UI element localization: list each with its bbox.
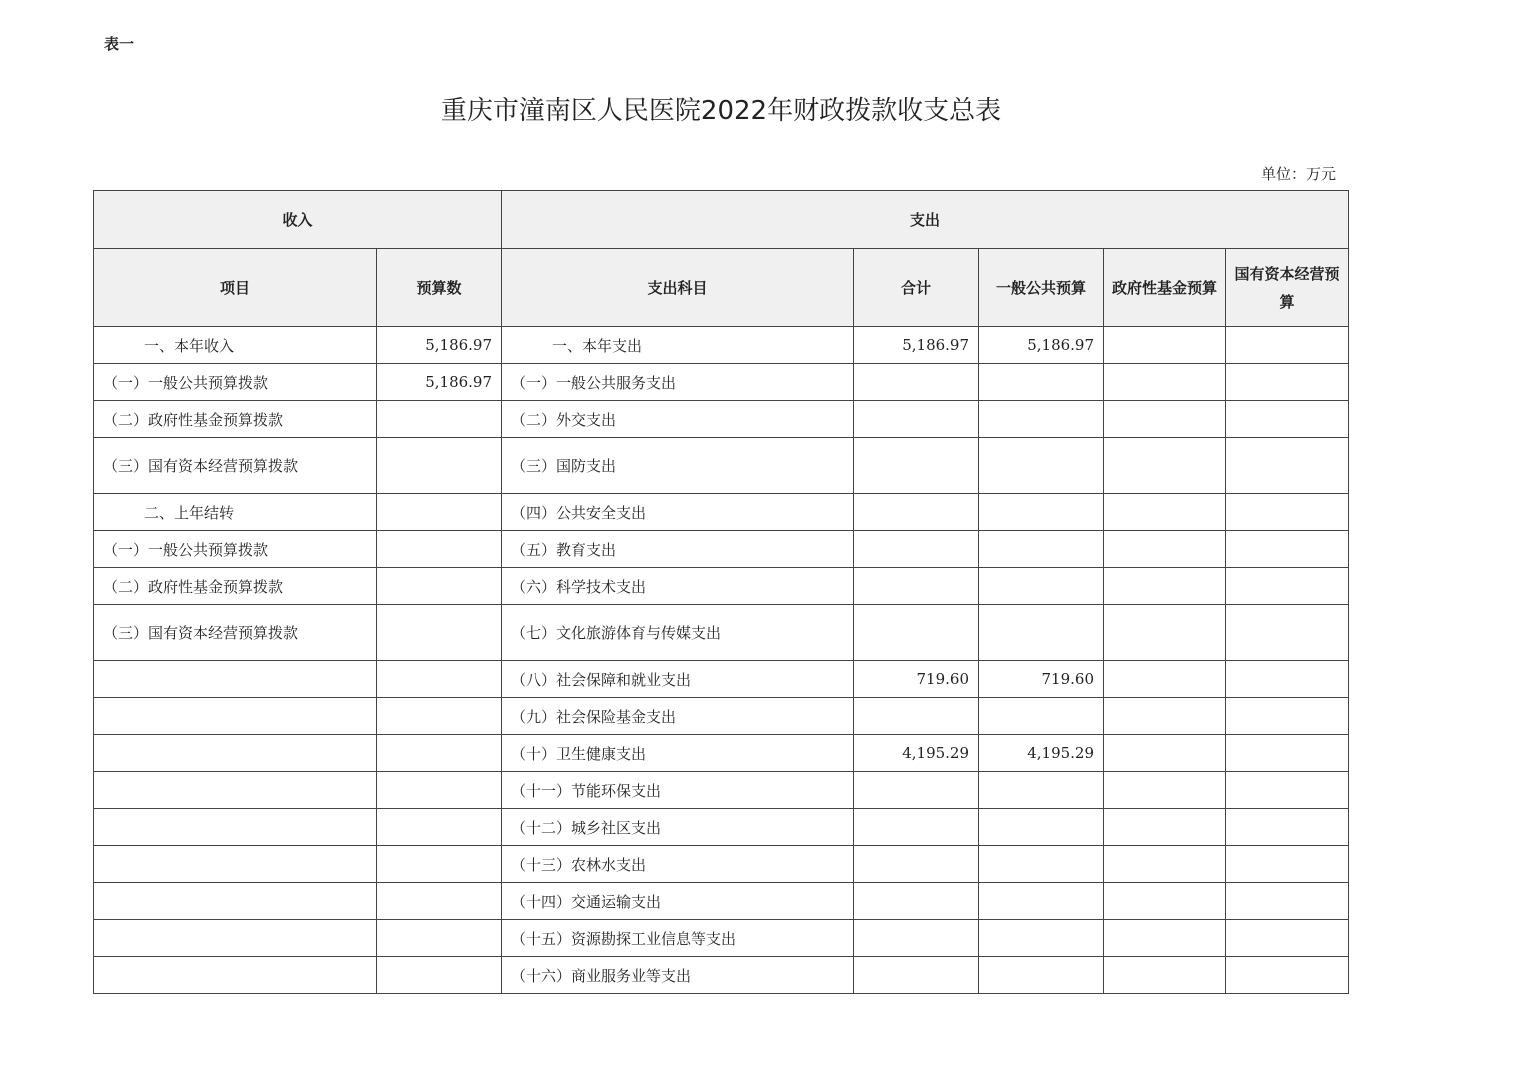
income-header: 收入: [94, 191, 502, 249]
income-item-cell: [94, 920, 377, 957]
state-capital-cell: [1226, 920, 1349, 957]
expense-item-cell: （四）公共安全支出: [502, 494, 854, 531]
gov-fund-cell: [1104, 364, 1226, 401]
expense-item-cell: （九）社会保险基金支出: [502, 698, 854, 735]
general-budget-cell: [979, 809, 1104, 846]
total-cell: [854, 438, 979, 494]
general-budget-cell: [979, 957, 1104, 994]
general-budget-cell: 4,195.29: [979, 735, 1104, 772]
total-cell: [854, 568, 979, 605]
total-cell: [854, 494, 979, 531]
income-item-cell: （二）政府性基金预算拨款: [94, 568, 377, 605]
unit-label: 单位：万元: [1260, 165, 1336, 183]
table-row: [94, 401, 1349, 438]
gov-fund-cell: [1104, 531, 1226, 568]
income-item-cell: （三）国有资本经营预算拨款: [94, 438, 377, 494]
header-group-row: [94, 191, 1349, 249]
table-row: [94, 438, 1349, 494]
gov-fund-cell: [1104, 735, 1226, 772]
general-budget-cell: [979, 883, 1104, 920]
expense-item-cell: （五）教育支出: [502, 531, 854, 568]
total-cell: [854, 364, 979, 401]
state-capital-cell: [1226, 661, 1349, 698]
income-amount-cell: [377, 401, 502, 438]
income-amount-cell: [377, 661, 502, 698]
state-capital-cell: [1226, 772, 1349, 809]
state-capital-cell: [1226, 735, 1349, 772]
income-item-cell: 一、本年收入: [94, 327, 377, 364]
gov-fund-cell: [1104, 494, 1226, 531]
total-cell: 5,186.97: [854, 327, 979, 364]
table-row: [94, 568, 1349, 605]
gov-fund-cell: [1104, 698, 1226, 735]
income-amount-cell: [377, 846, 502, 883]
gov-fund-cell: [1104, 809, 1226, 846]
table-row: [94, 494, 1349, 531]
table-row: [94, 772, 1349, 809]
expense-item-cell: （十二）城乡社区支出: [502, 809, 854, 846]
total-cell: [854, 957, 979, 994]
income-amount-cell: [377, 568, 502, 605]
general-budget-cell: [979, 846, 1104, 883]
table-row: [94, 920, 1349, 957]
expense-item-cell: （十六）商业服务业等支出: [502, 957, 854, 994]
expense-item-cell: （三）国防支出: [502, 438, 854, 494]
state-capital-cell: [1226, 438, 1349, 494]
state-capital-cell: [1226, 327, 1349, 364]
table-body: [94, 327, 1349, 994]
expense-item-cell: （七）文化旅游体育与传媒支出: [502, 605, 854, 661]
income-amount-cell: [377, 605, 502, 661]
general-budget-cell: [979, 568, 1104, 605]
state-capital-cell: [1226, 531, 1349, 568]
income-item-cell: [94, 772, 377, 809]
general-budget-cell: [979, 920, 1104, 957]
general-budget-cell: 719.60: [979, 661, 1104, 698]
income-item-cell: [94, 661, 377, 698]
budget-table: [93, 190, 1349, 994]
income-amount-cell: [377, 494, 502, 531]
col-header-state-capital: 国有资本经营预算: [1226, 249, 1349, 327]
income-item-cell: [94, 809, 377, 846]
gov-fund-cell: [1104, 438, 1226, 494]
state-capital-cell: [1226, 568, 1349, 605]
table-row: [94, 605, 1349, 661]
total-cell: [854, 531, 979, 568]
table-number-label: 表一: [104, 35, 135, 53]
income-item-cell: （三）国有资本经营预算拨款: [94, 605, 377, 661]
income-item-cell: [94, 698, 377, 735]
gov-fund-cell: [1104, 846, 1226, 883]
expense-item-cell: （十五）资源勘探工业信息等支出: [502, 920, 854, 957]
expense-item-cell: 一、本年支出: [502, 327, 854, 364]
table-row: [94, 661, 1349, 698]
header-column-row: [94, 249, 1349, 327]
general-budget-cell: [979, 531, 1104, 568]
general-budget-cell: [979, 698, 1104, 735]
state-capital-cell: [1226, 494, 1349, 531]
gov-fund-cell: [1104, 772, 1226, 809]
expense-item-cell: （二）外交支出: [502, 401, 854, 438]
expense-item-cell: （一）一般公共服务支出: [502, 364, 854, 401]
income-amount-cell: [377, 698, 502, 735]
col-header-item: 项目: [94, 249, 377, 327]
state-capital-cell: [1226, 809, 1349, 846]
general-budget-cell: [979, 772, 1104, 809]
state-capital-cell: [1226, 846, 1349, 883]
col-header-budget: 预算数: [377, 249, 502, 327]
expense-item-cell: （六）科学技术支出: [502, 568, 854, 605]
general-budget-cell: 5,186.97: [979, 327, 1104, 364]
table-row: [94, 327, 1349, 364]
income-amount-cell: [377, 883, 502, 920]
income-item-cell: （二）政府性基金预算拨款: [94, 401, 377, 438]
col-header-gov-fund: 政府性基金预算: [1104, 249, 1226, 327]
table-row: [94, 883, 1349, 920]
table-row: [94, 531, 1349, 568]
gov-fund-cell: [1104, 327, 1226, 364]
income-item-cell: 二、上年结转: [94, 494, 377, 531]
expense-item-cell: （十三）农林水支出: [502, 846, 854, 883]
income-amount-cell: 5,186.97: [377, 327, 502, 364]
income-amount-cell: [377, 438, 502, 494]
income-amount-cell: [377, 772, 502, 809]
income-item-cell: [94, 846, 377, 883]
total-cell: [854, 698, 979, 735]
col-header-general-budget: 一般公共预算: [979, 249, 1104, 327]
income-amount-cell: [377, 957, 502, 994]
gov-fund-cell: [1104, 605, 1226, 661]
income-amount-cell: [377, 920, 502, 957]
income-item-cell: （一）一般公共预算拨款: [94, 364, 377, 401]
expense-item-cell: （十）卫生健康支出: [502, 735, 854, 772]
state-capital-cell: [1226, 401, 1349, 438]
col-header-total: 合计: [854, 249, 979, 327]
general-budget-cell: [979, 605, 1104, 661]
total-cell: [854, 920, 979, 957]
general-budget-cell: [979, 494, 1104, 531]
gov-fund-cell: [1104, 568, 1226, 605]
state-capital-cell: [1226, 605, 1349, 661]
total-cell: [854, 883, 979, 920]
income-item-cell: [94, 957, 377, 994]
total-cell: [854, 846, 979, 883]
table-row: [94, 846, 1349, 883]
table-row: [94, 957, 1349, 994]
income-amount-cell: [377, 735, 502, 772]
gov-fund-cell: [1104, 883, 1226, 920]
total-cell: [854, 401, 979, 438]
col-header-expense-item: 支出科目: [502, 249, 854, 327]
total-cell: [854, 772, 979, 809]
table-row: [94, 735, 1349, 772]
table-row: [94, 809, 1349, 846]
gov-fund-cell: [1104, 957, 1226, 994]
gov-fund-cell: [1104, 920, 1226, 957]
page-title: 重庆市潼南区人民医院2022年财政拨款收支总表: [440, 96, 1002, 126]
income-amount-cell: [377, 531, 502, 568]
total-cell: [854, 809, 979, 846]
expense-item-cell: （十一）节能环保支出: [502, 772, 854, 809]
state-capital-cell: [1226, 364, 1349, 401]
state-capital-cell: [1226, 957, 1349, 994]
table-row: [94, 698, 1349, 735]
income-amount-cell: 5,186.97: [377, 364, 502, 401]
gov-fund-cell: [1104, 401, 1226, 438]
expense-header: 支出: [502, 191, 1349, 249]
general-budget-cell: [979, 364, 1104, 401]
table-row: [94, 364, 1349, 401]
income-amount-cell: [377, 809, 502, 846]
income-item-cell: [94, 883, 377, 920]
state-capital-cell: [1226, 883, 1349, 920]
expense-item-cell: （十四）交通运输支出: [502, 883, 854, 920]
total-cell: 719.60: [854, 661, 979, 698]
state-capital-cell: [1226, 698, 1349, 735]
general-budget-cell: [979, 438, 1104, 494]
gov-fund-cell: [1104, 661, 1226, 698]
income-item-cell: [94, 735, 377, 772]
total-cell: 4,195.29: [854, 735, 979, 772]
general-budget-cell: [979, 401, 1104, 438]
income-item-cell: （一）一般公共预算拨款: [94, 531, 377, 568]
expense-item-cell: （八）社会保障和就业支出: [502, 661, 854, 698]
total-cell: [854, 605, 979, 661]
